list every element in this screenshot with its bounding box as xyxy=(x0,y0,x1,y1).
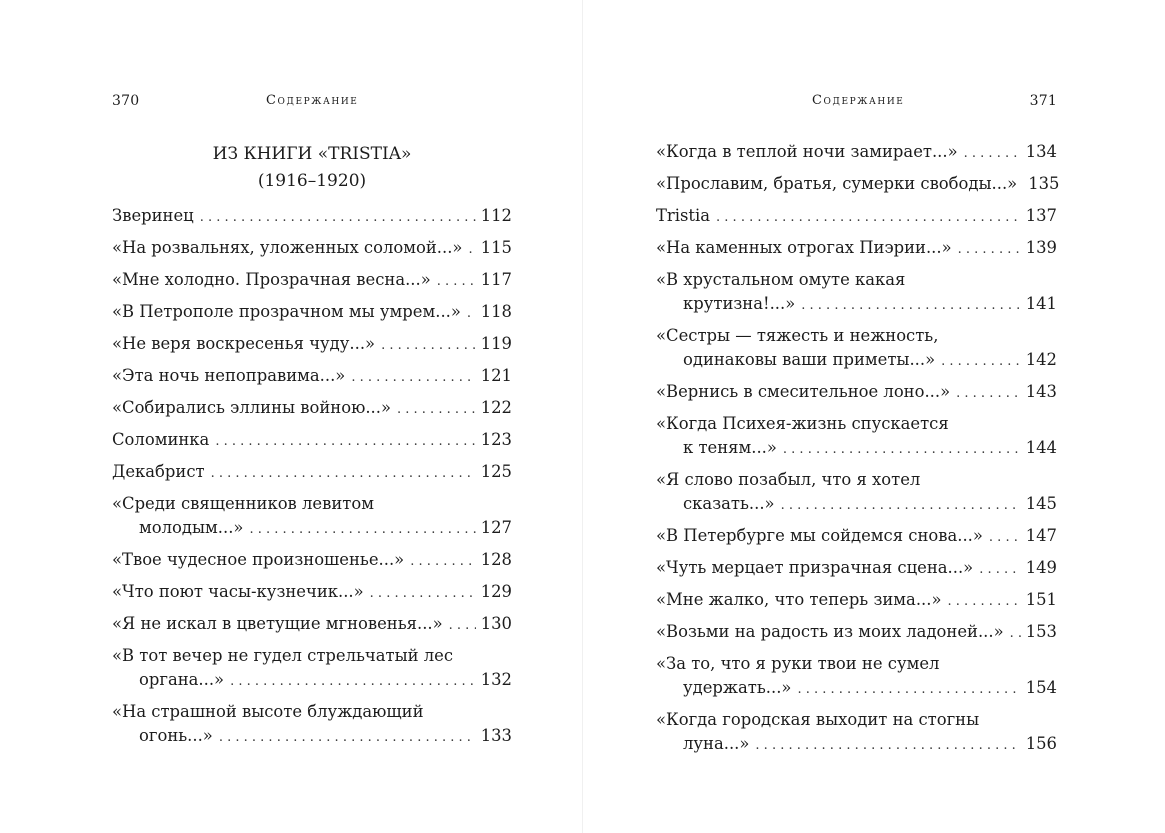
toc-entry xyxy=(656,620,1057,646)
running-head xyxy=(112,91,512,111)
page-number: 371 xyxy=(1029,93,1057,109)
toc-entry-title: «На розвальнях, уложенных соломой...» xyxy=(112,238,463,257)
toc-entry-title: сказать...» xyxy=(683,494,775,513)
toc-entry-title: молодым...» xyxy=(139,518,244,537)
toc-entry-row xyxy=(656,204,1057,230)
toc-entry-title: «Мне холодно. Прозрачная весна...» xyxy=(112,270,431,289)
toc-entry-title-line: «В тот вечер не гудел стрельчатый лес xyxy=(112,646,454,665)
toc-entry-page-number: 144 xyxy=(1025,438,1057,457)
toc-entry-row xyxy=(656,588,1057,614)
toc-entry-row xyxy=(656,732,1057,758)
toc-entry-row xyxy=(656,292,1057,318)
dot-leader xyxy=(781,494,1021,518)
toc-entry-page-number: 118 xyxy=(480,302,512,321)
toc-entry-row xyxy=(112,612,512,638)
dot-leader xyxy=(989,526,1021,550)
toc-entry-page-number: 156 xyxy=(1025,734,1057,753)
dot-leader xyxy=(1010,622,1021,646)
dot-leader xyxy=(351,366,475,390)
toc-entry-title: Tristia xyxy=(656,206,711,225)
toc-entry-title-line: «Я слово позабыл, что я хотел xyxy=(656,470,921,489)
toc-entry-title: «Что поют часы-кузнечик...» xyxy=(112,582,364,601)
toc-entry-row xyxy=(656,556,1057,582)
toc-entry-title: одинаковы ваши приметы...» xyxy=(683,350,936,369)
dot-leader xyxy=(947,590,1020,614)
toc-entry-page-number: 117 xyxy=(480,270,512,289)
toc-entry-title: «Когда в теплой ночи замирает...» xyxy=(656,142,958,161)
toc-entry xyxy=(656,412,1057,462)
toc-entry xyxy=(112,204,512,230)
dot-leader xyxy=(211,462,476,486)
toc-entry-title: удержать...» xyxy=(683,678,792,697)
toc-entry-title: Декабрист xyxy=(112,462,205,481)
toc-entry-page-number: 153 xyxy=(1025,622,1057,641)
section-title: ИЗ КНИГИ «TRISTIA» xyxy=(212,144,412,164)
toc-entry-row xyxy=(656,172,1060,198)
toc-entry-title-line: «В хрустальном омуте какая xyxy=(656,270,906,289)
toc-list xyxy=(656,140,1060,764)
toc-entry-page-number: 134 xyxy=(1025,142,1057,161)
dot-leader xyxy=(230,670,476,694)
dot-leader xyxy=(467,302,476,326)
toc-entry-title: «Мне жалко, что теперь зима...» xyxy=(656,590,942,609)
toc-entry-row xyxy=(656,380,1057,406)
toc-entry xyxy=(112,644,512,694)
dot-leader xyxy=(219,726,476,750)
toc-entry-page-number: 151 xyxy=(1025,590,1057,609)
toc-entry-title: «Не веря воскресенья чуду...» xyxy=(112,334,376,353)
toc-entry-row xyxy=(656,236,1057,262)
toc-entry xyxy=(112,580,512,606)
toc-entry-row xyxy=(112,668,512,694)
toc-entry xyxy=(112,236,512,262)
toc-entry-page-number: 147 xyxy=(1025,526,1057,545)
toc-entry xyxy=(656,652,1057,702)
right-page xyxy=(656,0,1060,833)
toc-entry-title-line: «Когда Психея-жизнь спускается xyxy=(656,414,949,433)
toc-entry-page-number: 125 xyxy=(480,462,512,481)
section-heading xyxy=(112,141,512,195)
toc-entry-title: «В Петербурге мы сойдемся снова...» xyxy=(656,526,983,545)
toc-entry xyxy=(112,700,512,750)
toc-entry-page-number: 137 xyxy=(1025,206,1057,225)
dot-leader xyxy=(397,398,476,422)
toc-entry-row xyxy=(112,268,512,294)
dot-leader xyxy=(801,294,1020,318)
toc-entry-row xyxy=(112,724,512,750)
page-number: 370 xyxy=(112,93,140,109)
dot-leader xyxy=(716,206,1021,230)
dot-leader xyxy=(437,270,476,294)
toc-entry-page-number: 127 xyxy=(480,518,512,537)
toc-entry-page-number: 112 xyxy=(480,206,512,225)
toc-entry xyxy=(112,396,512,422)
dot-leader xyxy=(468,238,475,262)
toc-entry-title: огонь...» xyxy=(139,726,213,745)
toc-list xyxy=(112,204,512,756)
toc-entry-title: к теням...» xyxy=(683,438,777,457)
toc-entry xyxy=(656,708,1057,758)
running-head-title: Содержание xyxy=(812,93,905,108)
dot-leader xyxy=(958,238,1021,262)
toc-entry-page-number: 154 xyxy=(1025,678,1057,697)
toc-entry xyxy=(656,556,1057,582)
toc-entry-title: «Вернись в смесительное лоно...» xyxy=(656,382,951,401)
toc-entry-title: органа...» xyxy=(139,670,225,689)
toc-entry-row xyxy=(112,204,512,230)
toc-entry-row xyxy=(112,332,512,358)
toc-entry-title: Соломинка xyxy=(112,430,210,449)
toc-entry-page-number: 122 xyxy=(480,398,512,417)
toc-entry-row xyxy=(112,516,512,542)
toc-entry-title-line: «За то, что я руки твои не сумел xyxy=(656,654,940,673)
toc-entry xyxy=(656,324,1057,374)
toc-entry-title-line: «Когда городская выходит на стогны xyxy=(656,710,980,729)
toc-entry-title: «Собирались эллины войною...» xyxy=(112,398,391,417)
toc-entry-page-number: 149 xyxy=(1025,558,1057,577)
toc-entry xyxy=(112,268,512,294)
dot-leader xyxy=(755,734,1020,758)
toc-entry-page-number: 139 xyxy=(1025,238,1057,257)
left-page xyxy=(112,0,512,833)
toc-entry-title: «Возьми на радость из моих ладоней...» xyxy=(656,622,1004,641)
toc-entry-page-number: 128 xyxy=(480,550,512,569)
dot-leader xyxy=(941,350,1021,374)
toc-entry-title: крутизна!...» xyxy=(683,294,796,313)
toc-entry xyxy=(112,548,512,574)
toc-entry-page-number: 132 xyxy=(480,670,512,689)
toc-entry-page-number: 135 xyxy=(1028,174,1060,193)
toc-entry-row xyxy=(656,676,1057,702)
toc-entry xyxy=(656,172,1060,198)
dot-leader xyxy=(979,558,1021,582)
toc-entry-row xyxy=(656,524,1057,550)
toc-entry-title: «Эта ночь непоправима...» xyxy=(112,366,346,385)
toc-entry xyxy=(656,140,1057,166)
toc-entry xyxy=(112,428,512,454)
dot-leader xyxy=(410,550,475,574)
toc-entry xyxy=(656,588,1057,614)
toc-entry-title: «В Петрополе прозрачном мы умрем...» xyxy=(112,302,461,321)
dot-leader xyxy=(249,518,475,542)
section-years: (1916–1920) xyxy=(257,171,367,191)
toc-entry-row xyxy=(112,364,512,390)
toc-entry-page-number: 145 xyxy=(1025,494,1057,513)
toc-entry-row xyxy=(656,620,1057,646)
toc-entry-row xyxy=(112,428,512,454)
toc-entry-page-number: 115 xyxy=(480,238,512,257)
toc-entry xyxy=(656,268,1057,318)
toc-entry-row xyxy=(112,460,512,486)
toc-entry-row xyxy=(112,396,512,422)
dot-leader xyxy=(381,334,476,358)
running-head xyxy=(656,91,1057,111)
toc-entry-title-line: «На страшной высоте блуждающий xyxy=(112,702,424,721)
toc-entry-row xyxy=(656,492,1057,518)
dot-leader xyxy=(370,582,476,606)
toc-entry xyxy=(112,460,512,486)
gutter-shadow xyxy=(582,0,583,833)
running-head-title: содержание xyxy=(266,93,359,108)
toc-entry-row xyxy=(656,348,1057,374)
toc-entry-title: «Я не искал в цветущие мгновенья...» xyxy=(112,614,443,633)
dot-leader xyxy=(449,614,476,638)
dot-leader xyxy=(783,438,1021,462)
toc-entry xyxy=(656,524,1057,550)
toc-entry-page-number: 143 xyxy=(1025,382,1057,401)
toc-entry xyxy=(656,204,1057,230)
toc-entry-title: Зверинец xyxy=(112,206,194,225)
toc-entry-title-line: «Сестры — тяжесть и нежность, xyxy=(656,326,939,345)
toc-entry-row xyxy=(112,580,512,606)
toc-entry-title: луна...» xyxy=(683,734,750,753)
dot-leader xyxy=(215,430,475,454)
toc-entry xyxy=(656,468,1057,518)
toc-entry xyxy=(112,492,512,542)
dot-leader xyxy=(964,142,1021,166)
toc-entry-title: «Твое чудесное произношенье...» xyxy=(112,550,405,569)
toc-entry-title: «Чуть мерцает призрачная сцена...» xyxy=(656,558,974,577)
toc-entry-title: «Прославим, братья, сумерки свободы...» xyxy=(656,174,1018,193)
toc-entry-page-number: 121 xyxy=(480,366,512,385)
toc-entry xyxy=(656,380,1057,406)
toc-entry-page-number: 123 xyxy=(480,430,512,449)
toc-entry-page-number: 133 xyxy=(480,726,512,745)
toc-entry-row xyxy=(112,548,512,574)
toc-entry xyxy=(112,300,512,326)
toc-entry-page-number: 142 xyxy=(1025,350,1057,369)
toc-entry xyxy=(112,332,512,358)
toc-entry-page-number: 130 xyxy=(480,614,512,633)
toc-entry-title: «На каменных отрогах Пиэрии...» xyxy=(656,238,952,257)
toc-entry-row xyxy=(112,236,512,262)
dot-leader xyxy=(200,206,476,230)
toc-entry-page-number: 119 xyxy=(480,334,512,353)
toc-entry xyxy=(656,236,1057,262)
toc-entry-page-number: 129 xyxy=(480,582,512,601)
toc-entry-page-number: 141 xyxy=(1025,294,1057,313)
toc-entry-row xyxy=(656,140,1057,166)
toc-entry xyxy=(112,612,512,638)
dot-leader xyxy=(956,382,1021,406)
toc-entry xyxy=(112,364,512,390)
dot-leader xyxy=(797,678,1020,702)
toc-entry-row xyxy=(656,436,1057,462)
toc-entry-title-line: «Среди священников левитом xyxy=(112,494,374,513)
toc-entry-row xyxy=(112,300,512,326)
